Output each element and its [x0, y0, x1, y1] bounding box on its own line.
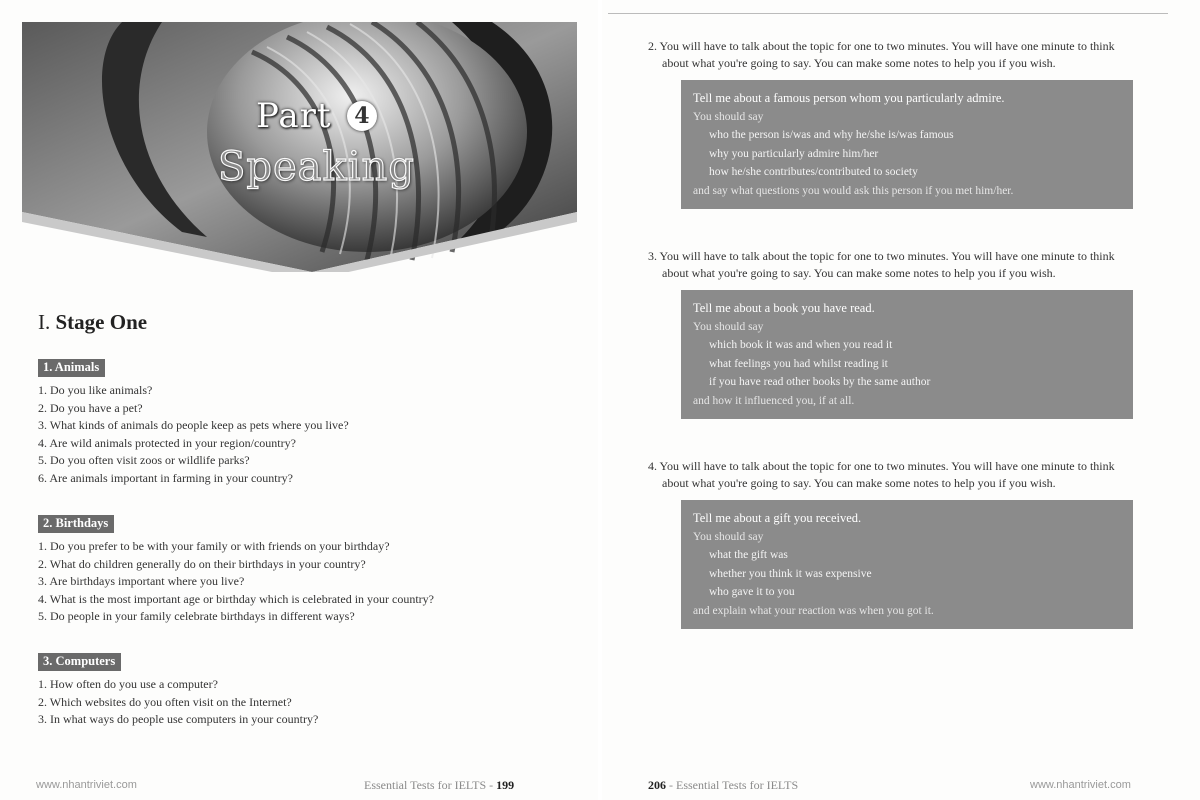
part-number-badge: 4 — [347, 101, 377, 131]
top-rule-divider — [608, 13, 1168, 14]
cue-point: why you particularly admire him/her — [709, 147, 879, 160]
cue-point: who gave it to you — [709, 586, 795, 599]
left-page — [0, 0, 598, 800]
cue-card-subtitle: You should say — [693, 530, 764, 543]
section-label: 2. Birthdays — [38, 515, 114, 533]
question-list — [38, 676, 318, 729]
list-item: 5. Do you often visit zoos or wildlife parks? — [38, 453, 250, 468]
cue-card-closing: and say what questions you would ask this person if you met him/her. — [693, 184, 1014, 197]
list-item: 2. Do you have a pet? — [38, 400, 143, 415]
banner-title: Speaking — [218, 144, 415, 190]
list-item: 1. Do you prefer to be with your family or with friends on your birthday? — [38, 539, 390, 553]
section-computers — [38, 652, 318, 729]
task-2 — [648, 38, 1138, 209]
cue-card-subtitle: You should say — [693, 110, 764, 123]
list-item: 3. In what ways do people use computers in your country? — [38, 712, 319, 727]
task-4 — [648, 458, 1138, 629]
cue-card — [681, 500, 1133, 629]
footer-website: www.nhantriviet.com — [1030, 779, 1131, 791]
section-birthdays — [38, 514, 434, 626]
list-item: 1. Do you like animals? — [38, 383, 153, 397]
section-label: 3. Computers — [38, 653, 121, 671]
list-item: 3. What kinds of animals do people keep as pets where you live? — [38, 418, 349, 433]
cue-point: what feelings you had whilst reading it — [709, 357, 888, 370]
cue-card-closing: and explain what your reaction was when you got it. — [693, 604, 934, 617]
cue-card-subtitle: You should say — [693, 320, 764, 333]
section-label: 1. Animals — [38, 359, 105, 377]
cue-point: what the gift was — [709, 549, 788, 562]
list-item: 2. What do children generally do on their birthdays in your country? — [38, 556, 366, 571]
list-item: 5. Do people in your family celebrate birthdays in different ways? — [38, 609, 355, 624]
footer-website: www.nhantriviet.com — [36, 779, 137, 791]
part-banner — [22, 22, 577, 272]
right-page — [602, 0, 1200, 800]
section-animals — [38, 358, 349, 488]
task-instructions: 3. You will have to talk about the topic for one to two minutes. You will have one minute to think about what you're going to say. You can make some notes to help you if you wish. — [648, 249, 1115, 280]
task-instructions: 4. You will have to talk about the topic for one to two minutes. You will have one minute to think about what you're going to say. You can make some notes to help you if you wish. — [648, 459, 1115, 490]
list-item: 4. What is the most important age or birthday which is celebrated in your country? — [38, 591, 435, 606]
footer-page-label: Essential Tests for IELTS - 199 — [364, 778, 515, 792]
list-item: 3. Are birthdays important where you live? — [38, 574, 245, 589]
cue-card-title: Tell me about a gift you received. — [693, 511, 862, 525]
stage-heading — [38, 310, 147, 335]
stage-title: Stage One — [55, 310, 148, 334]
part-label: Part 4 — [256, 96, 377, 136]
page-number: 206 — [648, 778, 666, 792]
list-item: 4. Are wild animals protected in your region/country? — [38, 435, 296, 450]
cue-point: who the person is/was and why he/she is/was famous — [709, 129, 954, 142]
list-item: 1. How often do you use a computer? — [38, 677, 218, 691]
cue-card-closing: and how it influenced you, if at all. — [693, 394, 855, 407]
cue-card — [681, 80, 1133, 209]
question-list — [38, 382, 349, 488]
list-item: 2. Which websites do you often visit on the Internet? — [38, 694, 292, 709]
footer-page-label: 206 - Essential Tests for IELTS — [648, 778, 799, 792]
page-number: 199 — [496, 778, 515, 792]
cue-point: how he/she contributes/contributed to society — [709, 166, 918, 179]
cue-card-title: Tell me about a book you have read. — [693, 301, 875, 315]
list-item: 6. Are animals important in farming in your country? — [38, 470, 293, 485]
task-3 — [648, 248, 1138, 419]
question-list — [38, 538, 434, 626]
cue-point: if you have read other books by the same author — [709, 376, 931, 389]
cue-card — [681, 290, 1133, 419]
cue-point: whether you think it was expensive — [709, 567, 872, 580]
cue-card-title: Tell me about a famous person whom you particularly admire. — [693, 91, 1005, 105]
stage-numeral: I. — [38, 310, 51, 334]
cue-point: which book it was and when you read it — [709, 339, 893, 352]
task-instructions: 2. You will have to talk about the topic for one to two minutes. You will have one minute to think about what you're going to say. You can make some notes to help you if you wish. — [648, 39, 1115, 70]
